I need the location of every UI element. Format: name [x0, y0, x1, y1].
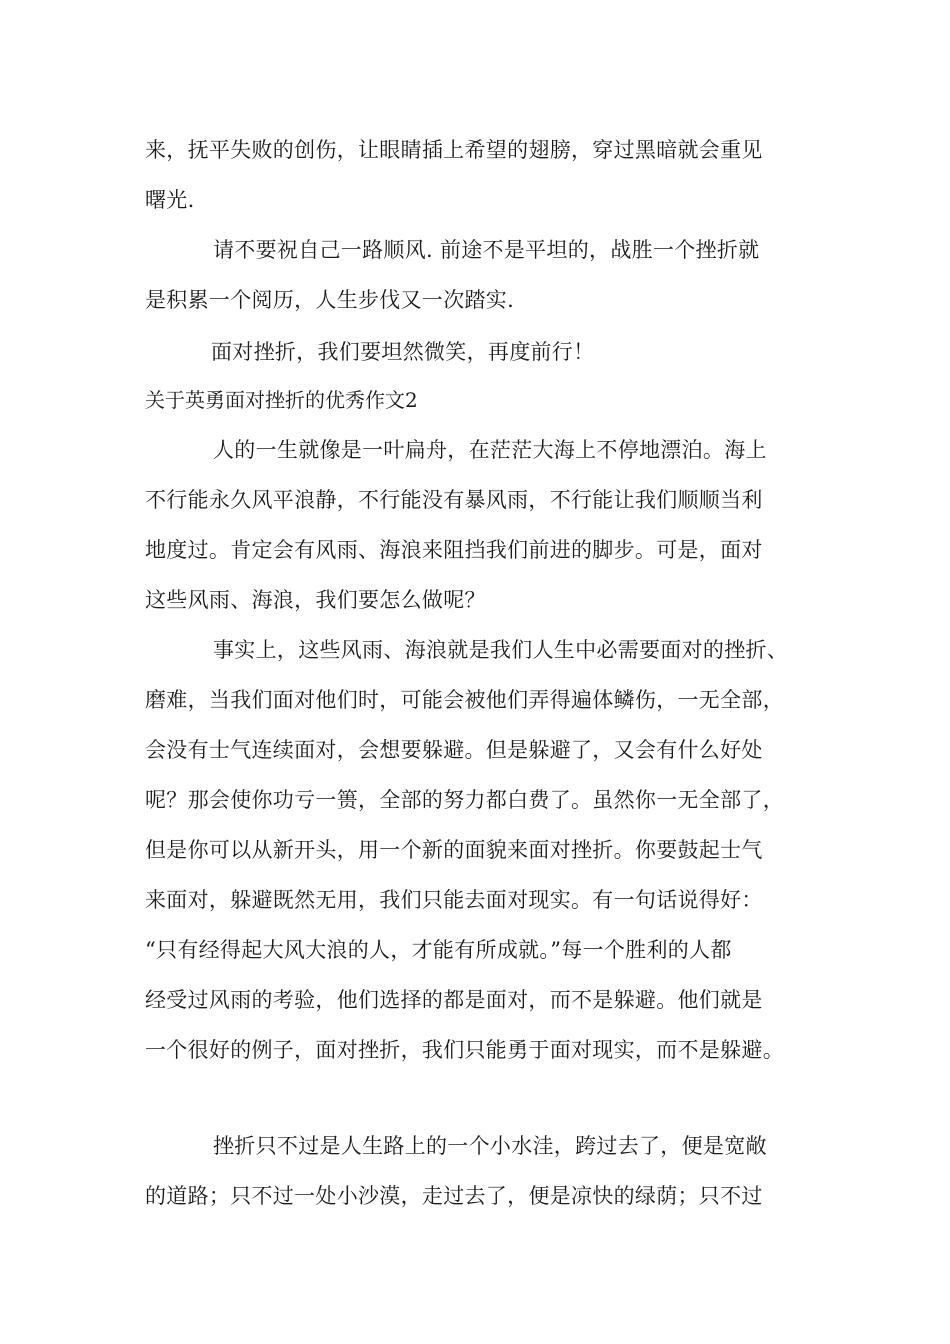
text-line: 的道路；只不过一处小沙漠，走过去了，便是凉快的绿荫；只不过 [145, 1184, 763, 1208]
text-line: 挫折只不过是人生路上的一个小水洼，跨过去了，便是宽敞 [213, 1134, 767, 1158]
text-line: 地度过。肯定会有风雨、海浪来阻挡我们前进的脚步。可是，面对 [145, 538, 763, 562]
text-line: 人的一生就像是一叶扁舟，在茫茫大海上不停地漂泊。海上 [213, 438, 767, 462]
text-line: 这些风雨、海浪，我们要怎么做呢？ [145, 588, 486, 612]
text-line: 呢？那会使你功亏一篑，全部的努力都白费了。虽然你一无全部了， [145, 788, 784, 812]
text-line: 来面对，躲避既然无用，我们只能去面对现实。有一句话说得好： [145, 888, 763, 912]
text-line: 是积累一个阅历，人生步伐又一次踏实. [145, 288, 515, 312]
text-line: 经受过风雨的考验，他们选择的都是面对，而不是躲避。他们就是 [145, 988, 763, 1012]
text-line: 来，抚平失败的创伤，让眼睛插上希望的翅膀，穿过黑暗就会重见 [145, 138, 763, 162]
text-line: 请不要祝自己一路顺风. 前途不是平坦的，战胜一个挫折就 [213, 238, 760, 262]
text-line: 磨难，当我们面对他们时，可能会被他们弄得遍体鳞伤，一无全部， [145, 688, 784, 712]
text-line: 一个很好的例子，面对挫折，我们只能勇于面对现实，而不是躲避。 [145, 1038, 784, 1062]
text-line: 面对挫折，我们要坦然微笑，再度前行！ [211, 340, 595, 364]
text-line: 事实上，这些风雨、海浪就是我们人生中必需要面对的挫折、 [213, 638, 789, 662]
text-line: “只有经得起大风大浪的人，才能有所成就。”每一个胜利的人都 [145, 938, 732, 962]
text-line: 不行能永久风平浪静，不行能没有暴风雨，不行能让我们顺顺当利 [145, 488, 763, 512]
text-line: 会没有士气连续面对，会想要躲避。但是躲避了，又会有什么好处 [145, 738, 763, 762]
section-heading: 关于英勇面对挫折的优秀作文2 [145, 388, 418, 412]
text-line: 但是你可以从新开头，用一个新的面貌来面对挫折。你要鼓起士气 [145, 838, 763, 862]
text-line: 曙光. [145, 188, 195, 212]
